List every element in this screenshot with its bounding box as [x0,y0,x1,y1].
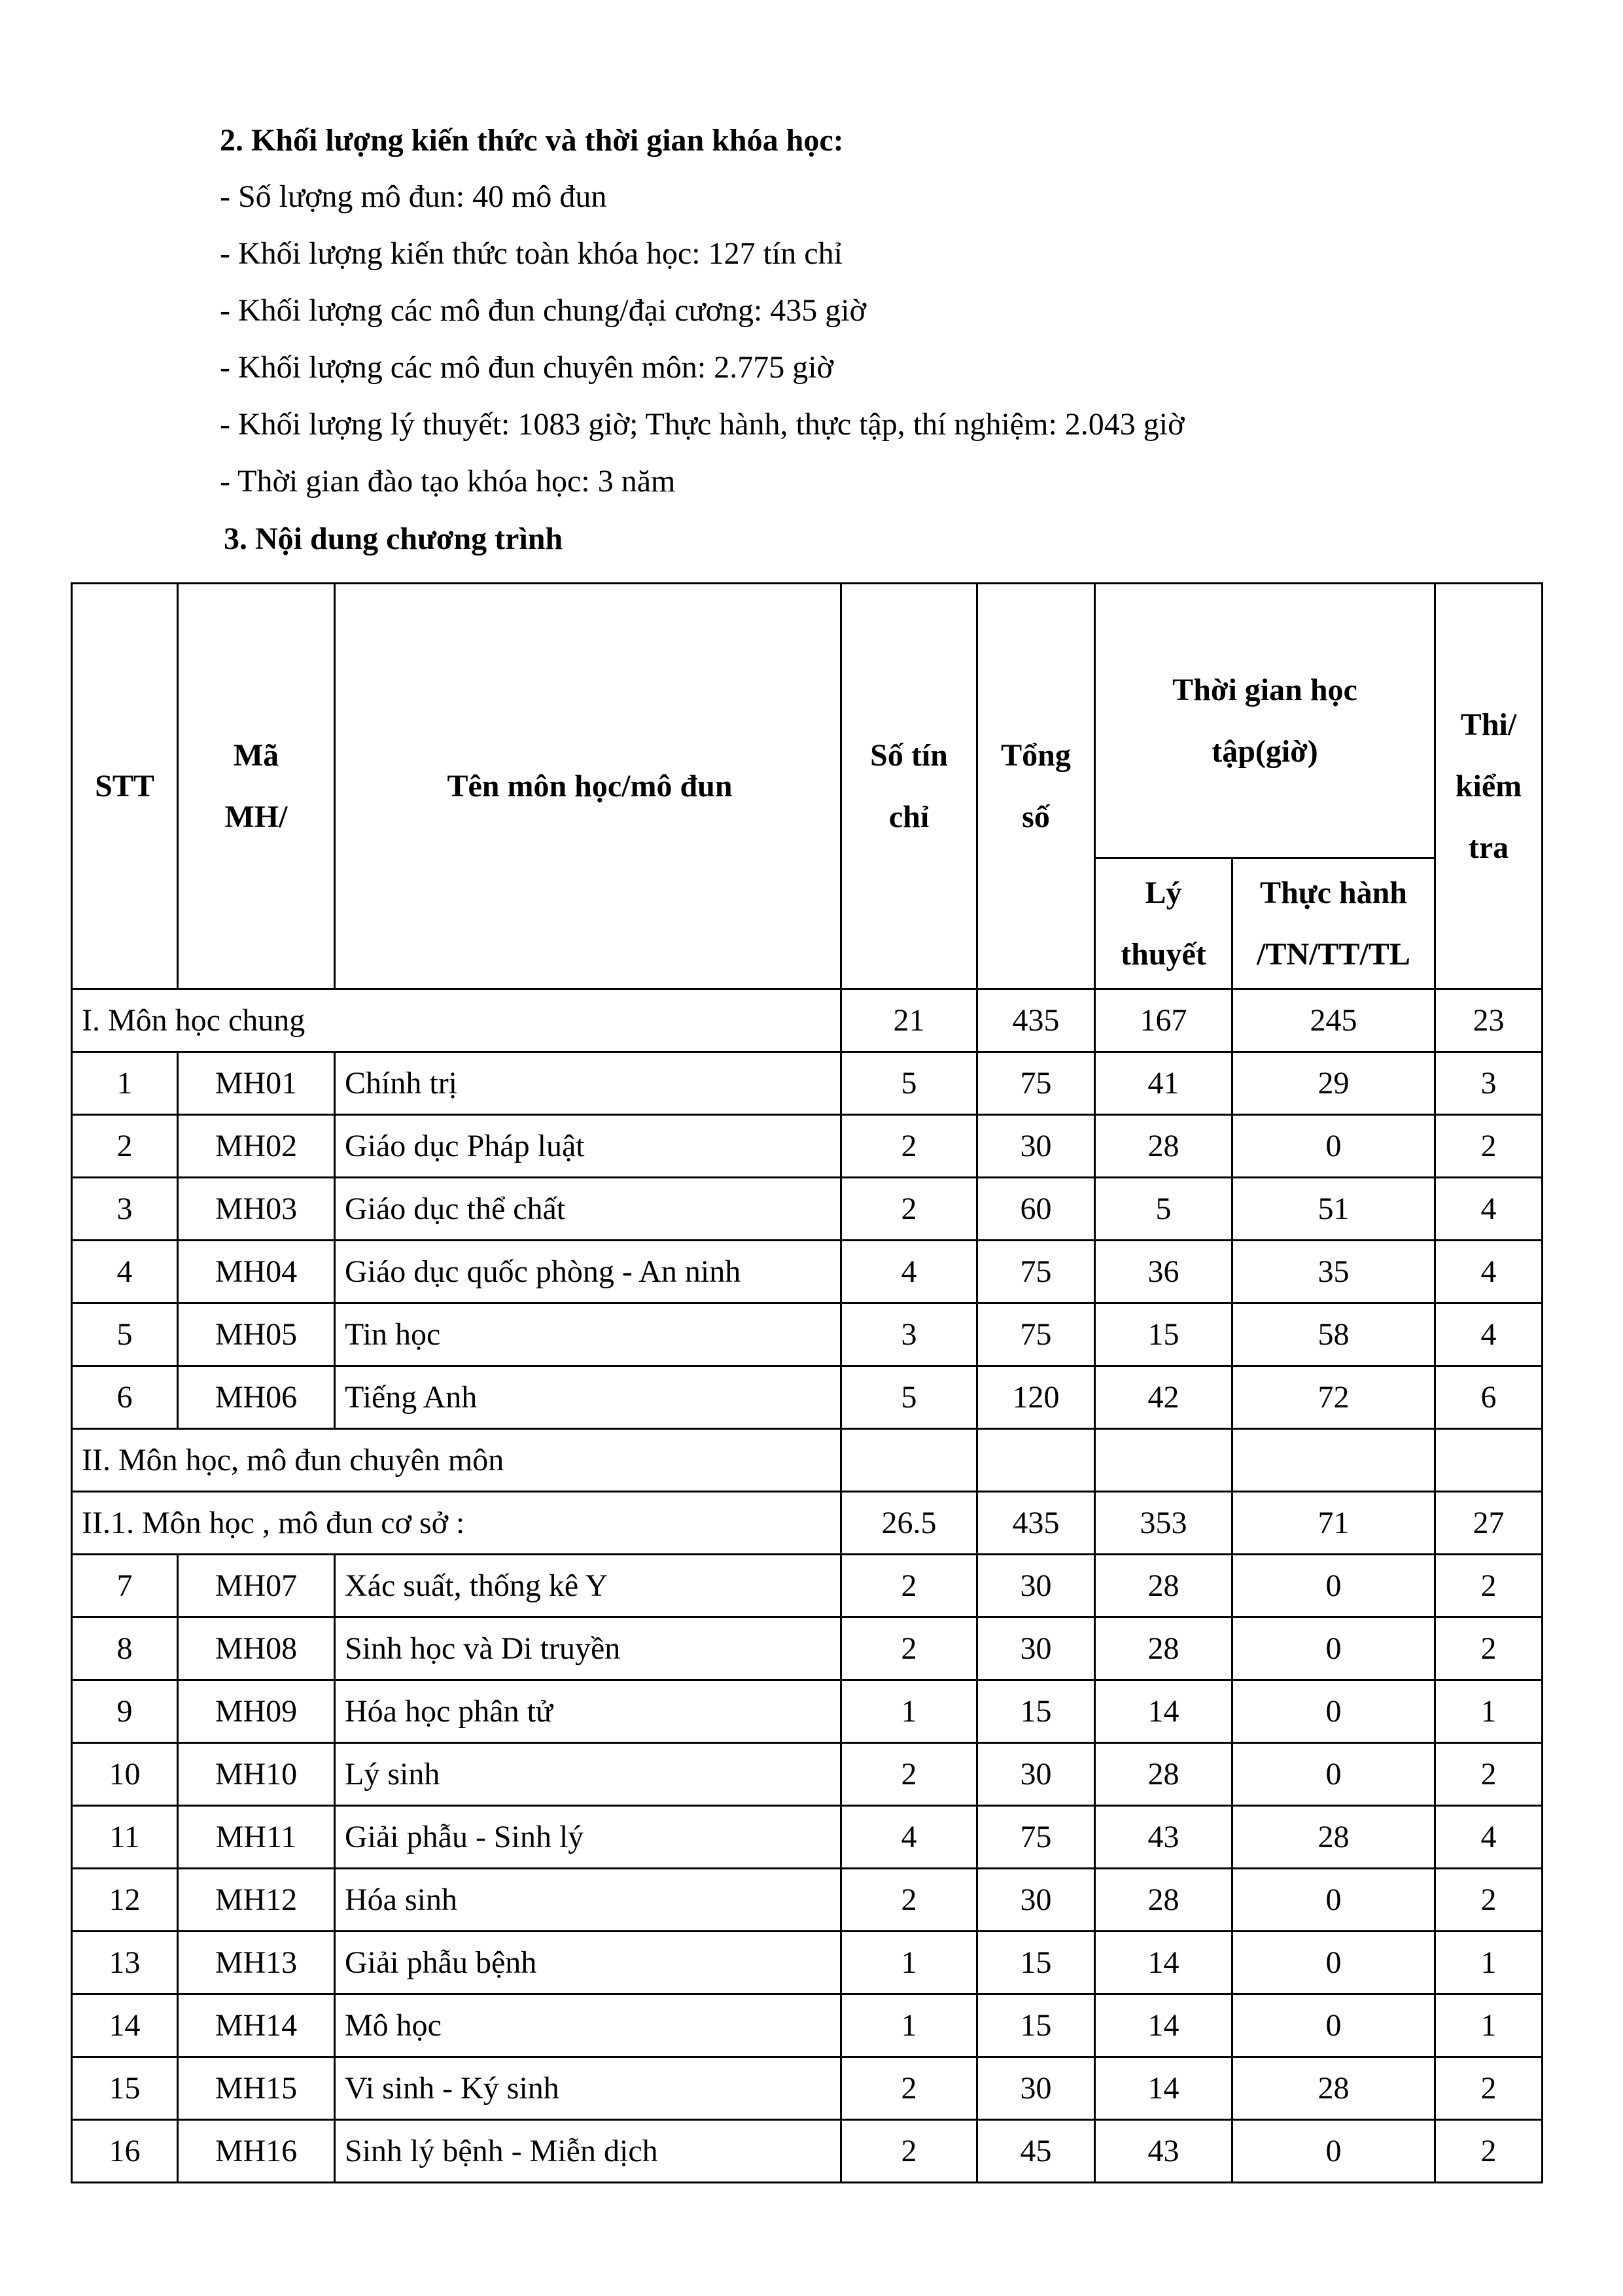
cell-ly-thuyet: 28 [1095,1743,1232,1806]
cell-tong [977,1429,1095,1492]
cell-stt: 6 [72,1366,178,1429]
cell-tong: 45 [977,2120,1095,2183]
table-row [72,1994,1543,2057]
cell-tong: 75 [977,1303,1095,1366]
section-row-section2-1 [72,1492,1543,1555]
cell-tong: 15 [977,1680,1095,1743]
header-thoi-gian-hoc-tap: Thời gian học tập(giờ) [1095,584,1435,858]
cell-tin-chi: 4 [841,1241,977,1303]
cell-tin-chi [841,1429,977,1492]
cell-stt: 7 [72,1555,178,1617]
table-row [72,1743,1543,1806]
cell-stt: 12 [72,1869,178,1932]
cell-tin-chi: 2 [841,2057,977,2120]
table-row [72,1052,1543,1115]
header-ly-thuyet: Lý thuyết [1095,858,1232,989]
cell-thi: 4 [1435,1303,1543,1366]
header-thuc-hanh: Thực hành /TN/TT/TL [1232,858,1435,989]
intro-line: - Khối lượng kiến thức toàn khóa học: 127 tín chỉ [220,236,843,271]
cell-tong: 15 [977,1932,1095,1994]
cell-tin-chi: 2 [841,2120,977,2183]
cell-ma: MH12 [178,1869,335,1932]
cell-tong: 30 [977,1115,1095,1178]
cell-tong: 75 [977,1052,1095,1115]
cell-ten: Giáo dục quốc phòng - An ninh [335,1241,841,1303]
cell-ly-thuyet: 28 [1095,1617,1232,1680]
cell-ma: MH11 [178,1806,335,1869]
cell-thi [1435,1429,1543,1492]
cell-stt: 16 [72,2120,178,2183]
cell-ma: MH14 [178,1994,335,2057]
cell-thi: 2 [1435,2057,1543,2120]
header-thi-kiem-tra: Thi/ kiểm tra [1435,584,1543,989]
cell-thuc-hanh [1232,1429,1435,1492]
table-row [72,1555,1543,1617]
cell-ma: MH04 [178,1241,335,1303]
cell-thuc-hanh: 245 [1232,989,1435,1052]
section-2-heading: 2. Khối lượng kiến thức và thời gian khóa học: [220,123,844,158]
cell-tin-chi: 2 [841,1178,977,1241]
cell-ly-thuyet: 43 [1095,1806,1232,1869]
cell-thuc-hanh: 72 [1232,1366,1435,1429]
cell-tong: 75 [977,1241,1095,1303]
cell-tin-chi: 2 [841,1555,977,1617]
cell-ma: MH16 [178,2120,335,2183]
header-ten-mon: Tên môn học/mô đun [335,584,841,989]
cell-stt: 8 [72,1617,178,1680]
cell-ten: Hóa học phân tử [335,1680,841,1743]
cell-stt: 5 [72,1303,178,1366]
cell-ly-thuyet: 43 [1095,2120,1232,2183]
cell-stt: 1 [72,1052,178,1115]
cell-ly-thuyet: 28 [1095,1115,1232,1178]
cell-tong: 30 [977,2057,1095,2120]
cell-ly-thuyet: 14 [1095,1932,1232,1994]
cell-ly-thuyet: 167 [1095,989,1232,1052]
cell-stt: 3 [72,1178,178,1241]
cell-thi: 1 [1435,1932,1543,1994]
cell-thuc-hanh: 51 [1232,1178,1435,1241]
cell-tin-chi: 2 [841,1869,977,1932]
cell-ly-thuyet: 36 [1095,1241,1232,1303]
cell-tin-chi: 1 [841,1932,977,1994]
cell-thi: 23 [1435,989,1543,1052]
table-row [72,1115,1543,1178]
cell-ma: MH05 [178,1303,335,1366]
cell-stt: 4 [72,1241,178,1303]
cell-thi: 27 [1435,1492,1543,1555]
section-row-mon-hoc-chung [72,989,1543,1052]
cell-stt: 13 [72,1932,178,1994]
cell-tong: 435 [977,989,1095,1052]
cell-ly-thuyet: 5 [1095,1178,1232,1241]
cell-thi: 3 [1435,1052,1543,1115]
cell-thuc-hanh: 0 [1232,1680,1435,1743]
cell-tin-chi: 21 [841,989,977,1052]
cell-thuc-hanh: 28 [1232,2057,1435,2120]
cell-thi: 6 [1435,1366,1543,1429]
cell-ten: Xác suất, thống kê Y [335,1555,841,1617]
cell-tong: 120 [977,1366,1095,1429]
cell-thuc-hanh: 29 [1232,1052,1435,1115]
table-row [72,1680,1543,1743]
cell-tin-chi: 2 [841,1115,977,1178]
cell-ten: Giáo dục thể chất [335,1178,841,1241]
cell-thi: 2 [1435,1743,1543,1806]
cell-thuc-hanh: 0 [1232,1115,1435,1178]
cell-ma: MH07 [178,1555,335,1617]
cell-tin-chi: 26.5 [841,1492,977,1555]
cell-thuc-hanh: 0 [1232,1743,1435,1806]
cell-ten: Mô học [335,1994,841,2057]
cell-tong: 60 [977,1178,1095,1241]
cell-ten: Lý sinh [335,1743,841,1806]
header-ma-mh: Mã MH/ [178,584,335,989]
cell-thi: 1 [1435,1994,1543,2057]
cell-tin-chi: 4 [841,1806,977,1869]
cell-stt: 9 [72,1680,178,1743]
table-row [72,2120,1543,2183]
cell-tong: 15 [977,1994,1095,2057]
cell-ly-thuyet: 14 [1095,1680,1232,1743]
cell-ma: MH02 [178,1115,335,1178]
cell-ly-thuyet: 14 [1095,1994,1232,2057]
cell-ma: MH09 [178,1680,335,1743]
cell-thuc-hanh: 28 [1232,1806,1435,1869]
intro-line: - Khối lượng lý thuyết: 1083 giờ; Thực hành, thực tập, thí nghiệm: 2.043 giờ [220,407,1185,442]
cell-ten: Tin học [335,1303,841,1366]
cell-ten: Giải phẫu - Sinh lý [335,1806,841,1869]
cell-ly-thuyet: 42 [1095,1366,1232,1429]
cell-ten: Sinh học và Di truyền [335,1617,841,1680]
section-row-section2 [72,1429,1543,1492]
curriculum-table [71,582,1543,2183]
cell-tin-chi: 5 [841,1366,977,1429]
cell-tin-chi: 3 [841,1303,977,1366]
cell-ma: MH03 [178,1178,335,1241]
table-row [72,1178,1543,1241]
cell-thuc-hanh: 0 [1232,2120,1435,2183]
cell-tong: 30 [977,1617,1095,1680]
table-row [72,1806,1543,1869]
cell-stt: 2 [72,1115,178,1178]
cell-thi: 4 [1435,1241,1543,1303]
cell-thuc-hanh: 71 [1232,1492,1435,1555]
cell-ma: MH13 [178,1932,335,1994]
cell-ten: Tiếng Anh [335,1366,841,1429]
cell-ly-thuyet: 14 [1095,2057,1232,2120]
cell-ly-thuyet: 28 [1095,1555,1232,1617]
cell-thi: 1 [1435,1680,1543,1743]
cell-tin-chi: 1 [841,1994,977,2057]
cell-thi: 4 [1435,1178,1543,1241]
table-header-row [72,584,1543,858]
cell-ma: MH01 [178,1052,335,1115]
cell-stt: 15 [72,2057,178,2120]
cell-ten: Giáo dục Pháp luật [335,1115,841,1178]
cell-tin-chi: 2 [841,1617,977,1680]
cell-thi: 4 [1435,1806,1543,1869]
table-row [72,1869,1543,1932]
cell-tin-chi: 1 [841,1680,977,1743]
cell-ly-thuyet: 15 [1095,1303,1232,1366]
cell-stt: 10 [72,1743,178,1806]
cell-ly-thuyet: 353 [1095,1492,1232,1555]
table-row [72,1366,1543,1429]
header-stt: STT [72,584,178,989]
cell-ly-thuyet [1095,1429,1232,1492]
cell-ly-thuyet: 41 [1095,1052,1232,1115]
cell-thuc-hanh: 0 [1232,1869,1435,1932]
cell-ma: MH08 [178,1617,335,1680]
section-3-heading: 3. Nội dung chương trình [224,521,563,556]
cell-ma: MH15 [178,2057,335,2120]
cell-thuc-hanh: 58 [1232,1303,1435,1366]
cell-tong: 30 [977,1743,1095,1806]
intro-line: - Khối lượng các mô đun chuyên môn: 2.775 giờ [220,350,833,385]
cell-thuc-hanh: 0 [1232,1932,1435,1994]
intro-line: - Số lượng mô đun: 40 mô đun [220,179,607,214]
header-tong-so: Tổng số [977,584,1095,989]
cell-tin-chi: 5 [841,1052,977,1115]
section-label: II. Môn học, mô đun chuyên môn [72,1429,841,1492]
cell-tong: 30 [977,1555,1095,1617]
cell-ten: Chính trị [335,1052,841,1115]
cell-tin-chi: 2 [841,1743,977,1806]
cell-ten: Vi sinh - Ký sinh [335,2057,841,2120]
cell-tong: 30 [977,1869,1095,1932]
cell-tong: 75 [977,1806,1095,1869]
cell-thuc-hanh: 0 [1232,1617,1435,1680]
cell-thi: 2 [1435,1617,1543,1680]
section-label: I. Môn học chung [72,989,841,1052]
table-row [72,1617,1543,1680]
cell-ten: Sinh lý bệnh - Miễn dịch [335,2120,841,2183]
cell-ly-thuyet: 28 [1095,1869,1232,1932]
cell-ten: Hóa sinh [335,1869,841,1932]
cell-stt: 11 [72,1806,178,1869]
cell-thi: 2 [1435,1115,1543,1178]
cell-thi: 2 [1435,2120,1543,2183]
table-row [72,1303,1543,1366]
table-row [72,1932,1543,1994]
cell-ma: MH10 [178,1743,335,1806]
cell-thi: 2 [1435,1555,1543,1617]
cell-ten: Giải phẫu bệnh [335,1932,841,1994]
cell-ma: MH06 [178,1366,335,1429]
cell-thuc-hanh: 0 [1232,1994,1435,2057]
cell-thuc-hanh: 35 [1232,1241,1435,1303]
cell-thuc-hanh: 0 [1232,1555,1435,1617]
cell-thi: 2 [1435,1869,1543,1932]
section-label: II.1. Môn học , mô đun cơ sở : [72,1492,841,1555]
table-row [72,2057,1543,2120]
cell-tong: 435 [977,1492,1095,1555]
header-so-tin-chi: Số tín chỉ [841,584,977,989]
table-row [72,1241,1543,1303]
intro-line: - Khối lượng các mô đun chung/đại cương: 435 giờ [220,293,867,328]
intro-line: - Thời gian đào tạo khóa học: 3 năm [220,464,676,499]
cell-stt: 14 [72,1994,178,2057]
